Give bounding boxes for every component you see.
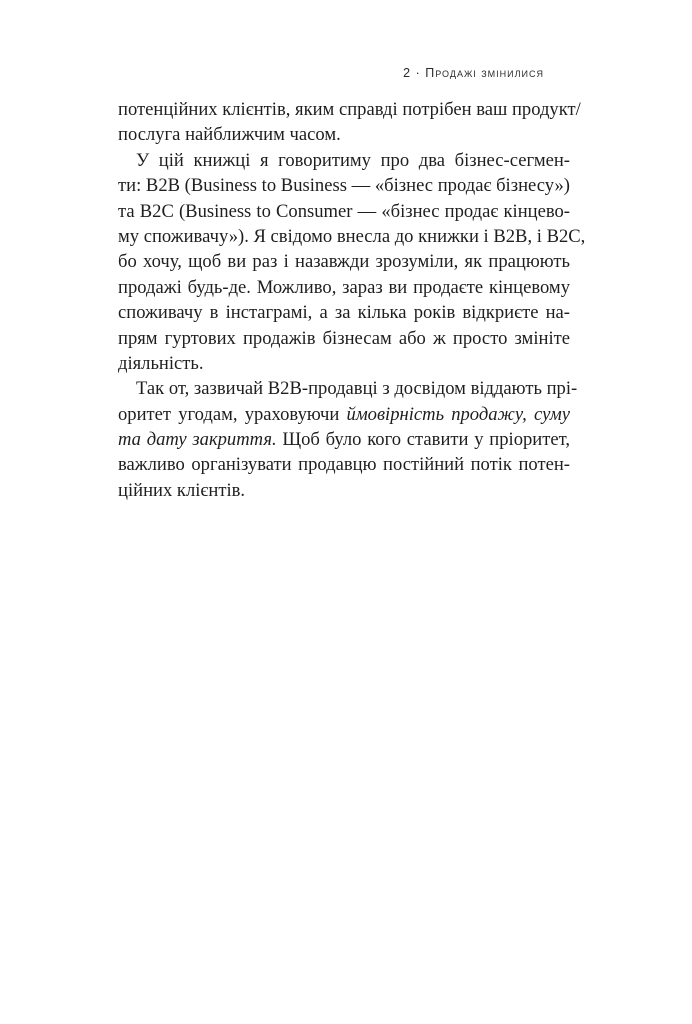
text-line: та B2C (Business to Consumer — «бізнес продає кінцево- — [118, 200, 570, 222]
text-line: продажі будь-де. Можливо, зараз ви продаєте кінцевому — [118, 276, 570, 298]
text-line: бо хочу, щоб ви раз і назавжди зрозуміли, як працюють — [118, 251, 570, 273]
text-run: оритет угодам, ураховуючи — [118, 403, 347, 425]
paragraph-continued — [118, 97, 581, 148]
text-line — [118, 427, 570, 452]
chapter-number: 2 — [403, 66, 412, 80]
text-line: важливо організувати продавцю постійний потік потен- — [118, 454, 570, 476]
text-line: діяльність. — [118, 352, 204, 374]
text-line: Так от, зазвичай B2B-продавці з досвідом віддають прі- — [136, 378, 578, 400]
text-line: му споживачу»). Я свідомо внесла до книжки і B2B, і B2C, — [118, 225, 586, 247]
paragraph-priorities — [118, 376, 578, 503]
text-line: У цій книжці я говоритиму про два бізнес-сегмен- — [136, 149, 570, 171]
running-header — [403, 66, 544, 80]
chapter-title: Продажі змінилися — [425, 66, 544, 80]
text-line: ційних клієнтів. — [118, 479, 246, 501]
text-line — [118, 402, 570, 427]
body-text — [118, 97, 586, 503]
text-line: послуга найближчим часом. — [118, 124, 341, 146]
text-line: потенційних клієнтів, яким справді потрібен ваш продукт/ — [118, 99, 581, 120]
header-separator: · — [415, 66, 421, 80]
emphasized-text: та дату закриття. — [118, 429, 277, 451]
paragraph-segments — [118, 148, 586, 377]
emphasized-text: ймовірність продажу, суму — [346, 403, 570, 425]
text-line: ти: B2B (Business to Business — «бізнес продає бізнесу») — [118, 175, 570, 197]
text-line: прям гуртових продажів бізнесам або ж просто змініте — [118, 327, 570, 349]
text-run: Щоб було кого ставити у пріоритет, — [276, 429, 570, 451]
text-line: споживачу в інстаграмі, а за кілька років відкриєте на- — [118, 302, 570, 324]
